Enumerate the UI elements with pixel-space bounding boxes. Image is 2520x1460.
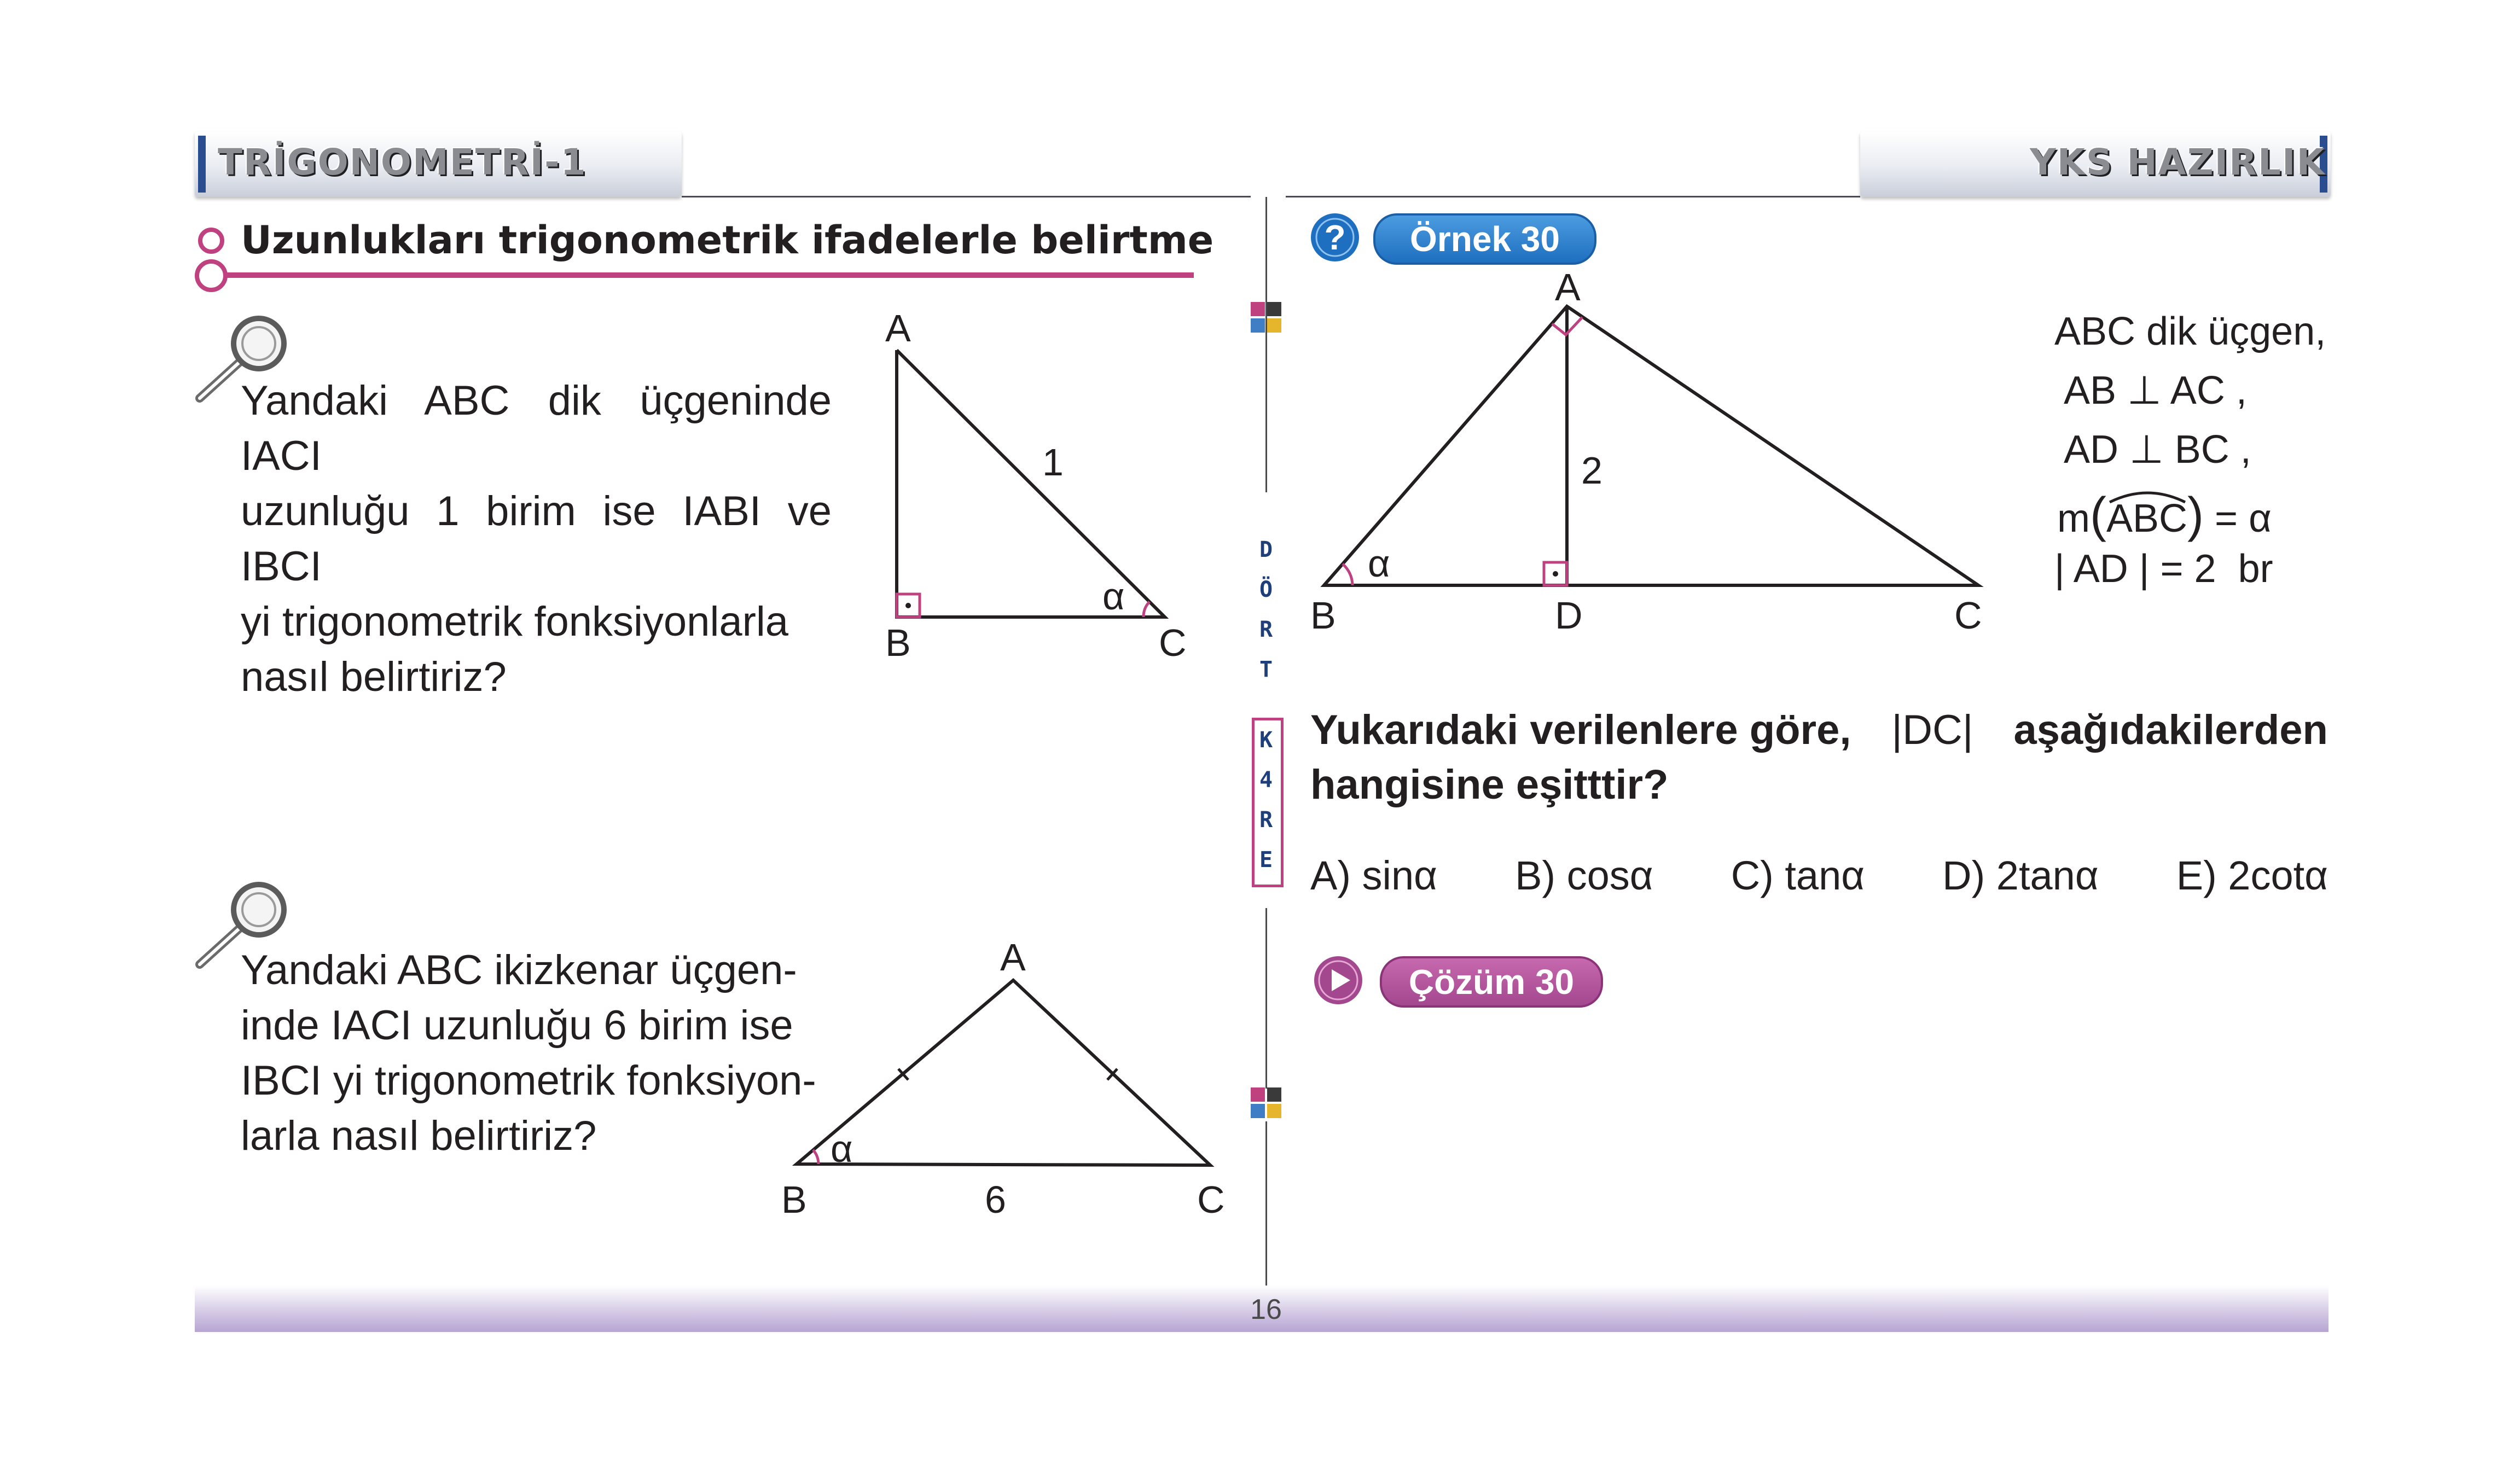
vertical-letter: R [1259,617,1273,642]
q2-label-angle: α [831,1127,853,1170]
given-line: ABC dik üçgen, [2054,310,2326,353]
q1-line: uzunluğu 1 birim ise IABI ve IBCI [241,488,832,590]
example-triangle-figure [1313,295,2002,602]
example-label-C: C [1954,594,1982,637]
question-line: hangisine eşitttir? [1310,761,1669,808]
question-icon-glyph: ? [1324,218,1346,257]
q1-label-side: 1 [1042,441,1064,484]
q2-label-A: A [1000,936,1026,979]
vertical-letter: D [1259,537,1273,562]
divider-line-bottom [1265,1121,1267,1291]
color-squares-icon [1251,1087,1281,1118]
vertical-letter: E [1259,847,1273,872]
header-line-left [682,196,1251,197]
divider-line-top [1265,197,1267,492]
q1-label-C: C [1159,621,1187,664]
given-line: | AD | = 2 br [2054,547,2273,591]
q2-label-C: C [1197,1178,1225,1221]
example-label: Örnek 30 [1373,213,1596,265]
vertical-letter: K [1259,728,1273,753]
paren-left: ( [2089,488,2106,543]
question-line: Yukarıdaki verilenlere göre, |DC| aşağıdakilerden [1310,703,2328,758]
example-label-A: A [1555,266,1581,309]
play-icon[interactable] [1312,954,1364,1007]
q2-line: larla nasıl belirtiriz? [241,1113,597,1159]
header-line-right [1286,196,1860,197]
angle-arc [813,1150,818,1164]
option-b[interactable]: B) cosα [1515,853,1653,898]
q1-label-B: B [885,621,911,664]
question-text [1310,703,2328,812]
given-angle-prefix: m [2057,497,2090,540]
given-line: AB ⊥ AC , [2064,369,2247,412]
vertical-letter: 4 [1259,767,1273,793]
q2-text [241,943,832,1164]
example-label-D: D [1555,594,1583,637]
solution-button[interactable]: Çözüm 30 [1380,956,1603,1008]
q1-line: nasıl belirtiriz? [241,654,507,700]
vertical-letter: R [1259,807,1273,833]
option-a[interactable]: A) sinα [1310,853,1437,898]
q1-line: yi trigonometrik fonksiyonlarla [241,598,789,645]
option-d[interactable]: D) 2tanα [1942,853,2099,898]
vertical-letter: T [1259,657,1273,682]
q1-line: Yandaki ABC dik üçgeninde IACI [241,377,832,479]
angle-arc [1143,602,1149,617]
q1-label-angle: α [1102,575,1125,618]
q1-label-A: A [885,307,911,350]
given-line-angle [2057,487,2272,543]
question-segment: |DC| [1891,707,1973,753]
q1-text [241,373,832,705]
option-c[interactable]: C) tanα [1731,853,1865,898]
vertical-letter: Ö [1259,577,1273,602]
header-left-title: TRİGONOMETRİ-1 [218,141,587,183]
q2-label-B: B [781,1178,807,1221]
angle-arc [1343,564,1352,585]
color-squares-icon [1251,302,1281,333]
arc-icon [2106,487,2188,503]
given-line: AD ⊥ BC , [2064,428,2251,472]
given-angle-suffix: = α [2215,497,2272,540]
section-title: Uzunlukları trigonometrik ifadelerle belirtme [241,218,1214,263]
example-label-angle: α [1368,542,1390,585]
q2-line: IBCI yi trigonometrik fonksiyon- [241,1057,816,1104]
header-left-bar [198,136,206,193]
example-label-height: 2 [1581,449,1602,492]
q2-line: inde IACI uzunluğu 6 birim ise [241,1002,793,1049]
page-number: 16 [1250,1294,1282,1325]
q2-line: Yandaki ABC ikizkenar üçgen- [241,947,797,993]
given-angle-arc: ABC [2106,487,2187,538]
q1-triangle-figure [853,339,1193,645]
paren-right: ) [2187,488,2204,543]
section-bullet-icon [191,223,235,300]
header-right-title: YKS HAZIRLIK [2030,141,2326,183]
q2-label-base: 6 [985,1178,1006,1221]
section-underline [225,272,1194,278]
example-label-B: B [1310,594,1336,637]
option-e[interactable]: E) 2cotα [2176,853,2328,898]
divider-line-mid [1265,908,1267,1089]
options-row [1310,852,2328,899]
